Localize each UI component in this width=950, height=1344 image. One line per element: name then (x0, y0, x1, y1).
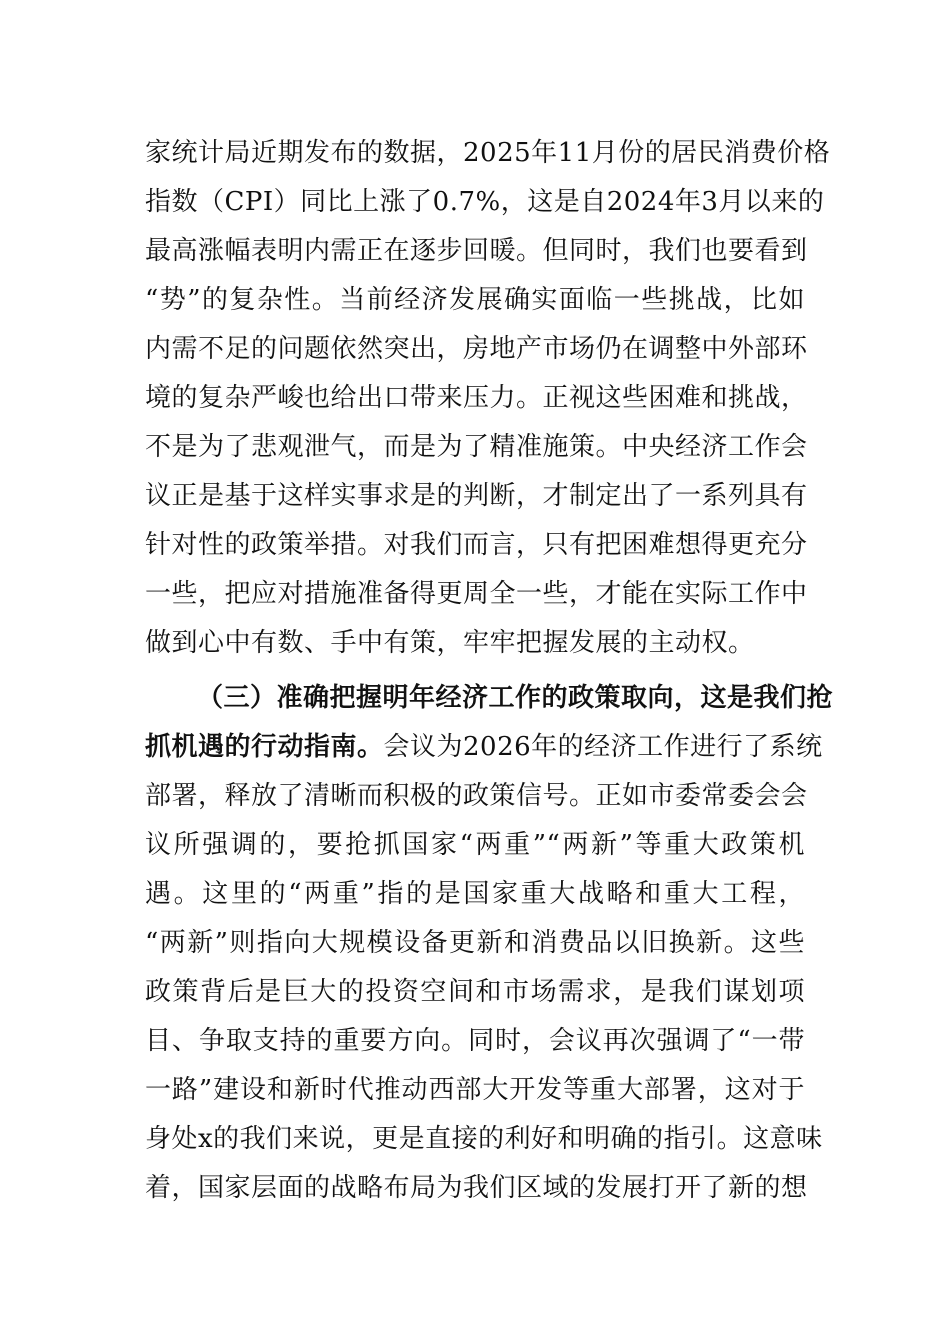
body-text-line: 一些，把应对措施准备得更周全一些，才能在实际工作中 (145, 579, 808, 609)
body-text-line: 针对性的政策举措。对我们而言，只有把困难想得更充分 (145, 530, 808, 560)
body-text-line: “两新”则指向大规模设备更新和消费品以旧换新。这些 (145, 928, 805, 958)
body-text-line: 指数（CPI）同比上涨了0.7%，这是自2024年3月以来的 (145, 187, 825, 217)
body-text-line: 遇。这里的“两重”指的是国家重大战略和重大工程， (145, 879, 805, 909)
body-text-line: 议正是基于这样实事求是的判断，才制定出了一系列具有 (145, 481, 808, 511)
body-text-line: 一路”建设和新时代推动西部大开发等重大部署，这对于 (145, 1075, 805, 1105)
body-text-line: 不是为了悲观泄气，而是为了精准施策。中央经济工作会 (145, 432, 808, 462)
body-text-line: 境的复杂严峻也给出口带来压力。正视这些困难和挑战， (145, 383, 808, 413)
body-text-line: 着，国家层面的战略布局为我们区域的发展打开了新的想 (145, 1173, 808, 1203)
body-text-line: 政策背后是巨大的投资空间和市场需求，是我们谋划项 (145, 977, 805, 1007)
section-heading-tail: 抓机遇的行动指南。 (145, 732, 384, 762)
body-text-line: 内需不足的问题依然突出，房地产市场仍在调整中外部环 (145, 334, 808, 364)
body-text-line: 身处x的我们来说，更是直接的利好和明确的指引。这意味 (145, 1124, 823, 1154)
body-text-line: 部署，释放了清晰而积极的政策信号。正如市委常委会会 (145, 781, 808, 811)
body-text-line: 最高涨幅表明内需正在逐步回暖。但同时，我们也要看到 (145, 236, 808, 266)
body-text-line: 议所强调的，要抢抓国家“两重”“两新”等重大政策机 (145, 830, 805, 860)
body-text-line: “势”的复杂性。当前经济发展确实面临一些挑战，比如 (145, 285, 805, 315)
section-heading-line: （三）准确把握明年经济工作的政策取向，这是我们抢 (197, 683, 834, 713)
section-heading-line-2 (145, 723, 823, 772)
body-text-line: 做到心中有数、手中有策，牢牢把握发展的主动权。 (145, 628, 755, 658)
body-text-line: 目、争取支持的重要方向。同时，会议再次强调了“一带 (145, 1026, 805, 1056)
body-text-segment: 会议为2026年的经济工作进行了系统 (383, 732, 823, 762)
body-text-line: 家统计局近期发布的数据，2025年11月份的居民消费价格 (145, 138, 831, 168)
